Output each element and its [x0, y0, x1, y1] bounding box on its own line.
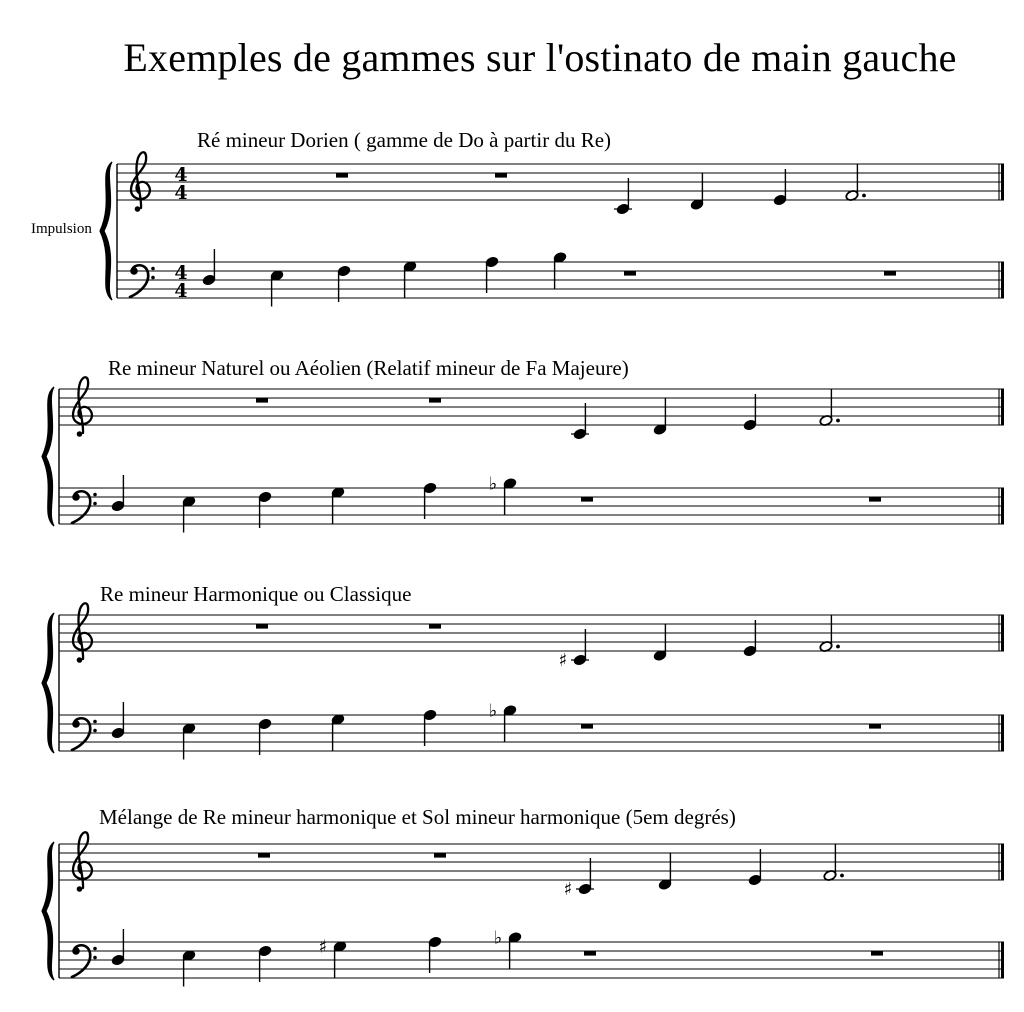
page-title: Exemples de gammes sur l'ostinato de main gauche — [123, 35, 957, 80]
bass-clef-dot — [93, 729, 97, 733]
augmentation-dot — [840, 874, 844, 878]
augmentation-dot — [836, 419, 840, 423]
whole-rest — [869, 497, 881, 502]
whole-rest — [256, 398, 268, 403]
bass-clef-head — [72, 493, 80, 501]
flat-icon: ♭ — [488, 700, 498, 722]
whole-rest — [581, 497, 593, 502]
whole-rest — [581, 724, 593, 729]
system-1 — [100, 152, 1004, 306]
whole-rest — [869, 724, 881, 729]
bass-clef-icon — [72, 945, 97, 977]
bass-clef-dot — [93, 956, 97, 960]
whole-rest — [495, 173, 507, 178]
sharp-icon: ♯ — [318, 936, 328, 958]
brace — [100, 162, 112, 300]
flat-icon: ♭ — [488, 473, 498, 495]
whole-rest — [256, 624, 268, 629]
time-signature-denominator: 4 — [174, 182, 188, 204]
bass-clef-dot — [93, 947, 97, 951]
system-3-title: Re mineur Harmonique ou Classique — [100, 582, 412, 606]
bass-clef-dot — [151, 267, 155, 271]
treble-clef-tail — [135, 206, 141, 212]
flat-icon: ♭ — [493, 927, 503, 949]
bass-clef-dot — [151, 276, 155, 280]
system-4 — [42, 832, 1004, 986]
bass-clef-icon — [130, 265, 155, 297]
bass-clef-head — [72, 720, 80, 728]
whole-rest — [584, 951, 596, 956]
bass-clef-head — [72, 947, 80, 955]
system-4-title: Mélange de Re mineur harmonique et Sol mineur harmonique (5em degrés) — [99, 805, 736, 829]
augmentation-dot — [862, 194, 866, 198]
instrument-name: Impulsion — [31, 221, 92, 237]
brace — [42, 387, 54, 526]
system-1-title: Ré mineur Dorien ( gamme de Do à partir du Re) — [197, 128, 612, 152]
whole-rest — [429, 624, 441, 629]
sharp-icon: ♯ — [558, 650, 568, 671]
treble-clef-tail — [77, 431, 83, 437]
system-2 — [42, 377, 1004, 532]
system-2-title: Re mineur Naturel ou Aéolien (Relatif mineur de Fa Majeure) — [108, 356, 629, 380]
whole-rest — [258, 853, 270, 858]
whole-rest — [336, 173, 348, 178]
brace — [42, 842, 54, 980]
whole-rest — [624, 271, 636, 276]
time-signature-numerator: 4 — [174, 262, 188, 284]
whole-rest — [429, 398, 441, 403]
treble-clef-tail — [77, 657, 83, 663]
time-signature-numerator: 4 — [174, 164, 188, 186]
whole-rest — [884, 271, 896, 276]
system-3 — [42, 603, 1004, 759]
whole-rest — [871, 951, 883, 956]
bass-clef-dot — [93, 720, 97, 724]
brace — [42, 613, 54, 753]
bass-clef-head — [130, 267, 138, 275]
bass-clef-icon — [72, 491, 97, 523]
sharp-icon: ♯ — [563, 879, 573, 900]
time-signature-denominator: 4 — [174, 280, 188, 302]
bass-clef-dot — [93, 493, 97, 497]
augmentation-dot — [836, 645, 840, 649]
bass-clef-dot — [93, 502, 97, 506]
whole-rest — [434, 853, 446, 858]
bass-clef-icon — [72, 718, 97, 750]
treble-clef-tail — [77, 886, 83, 892]
